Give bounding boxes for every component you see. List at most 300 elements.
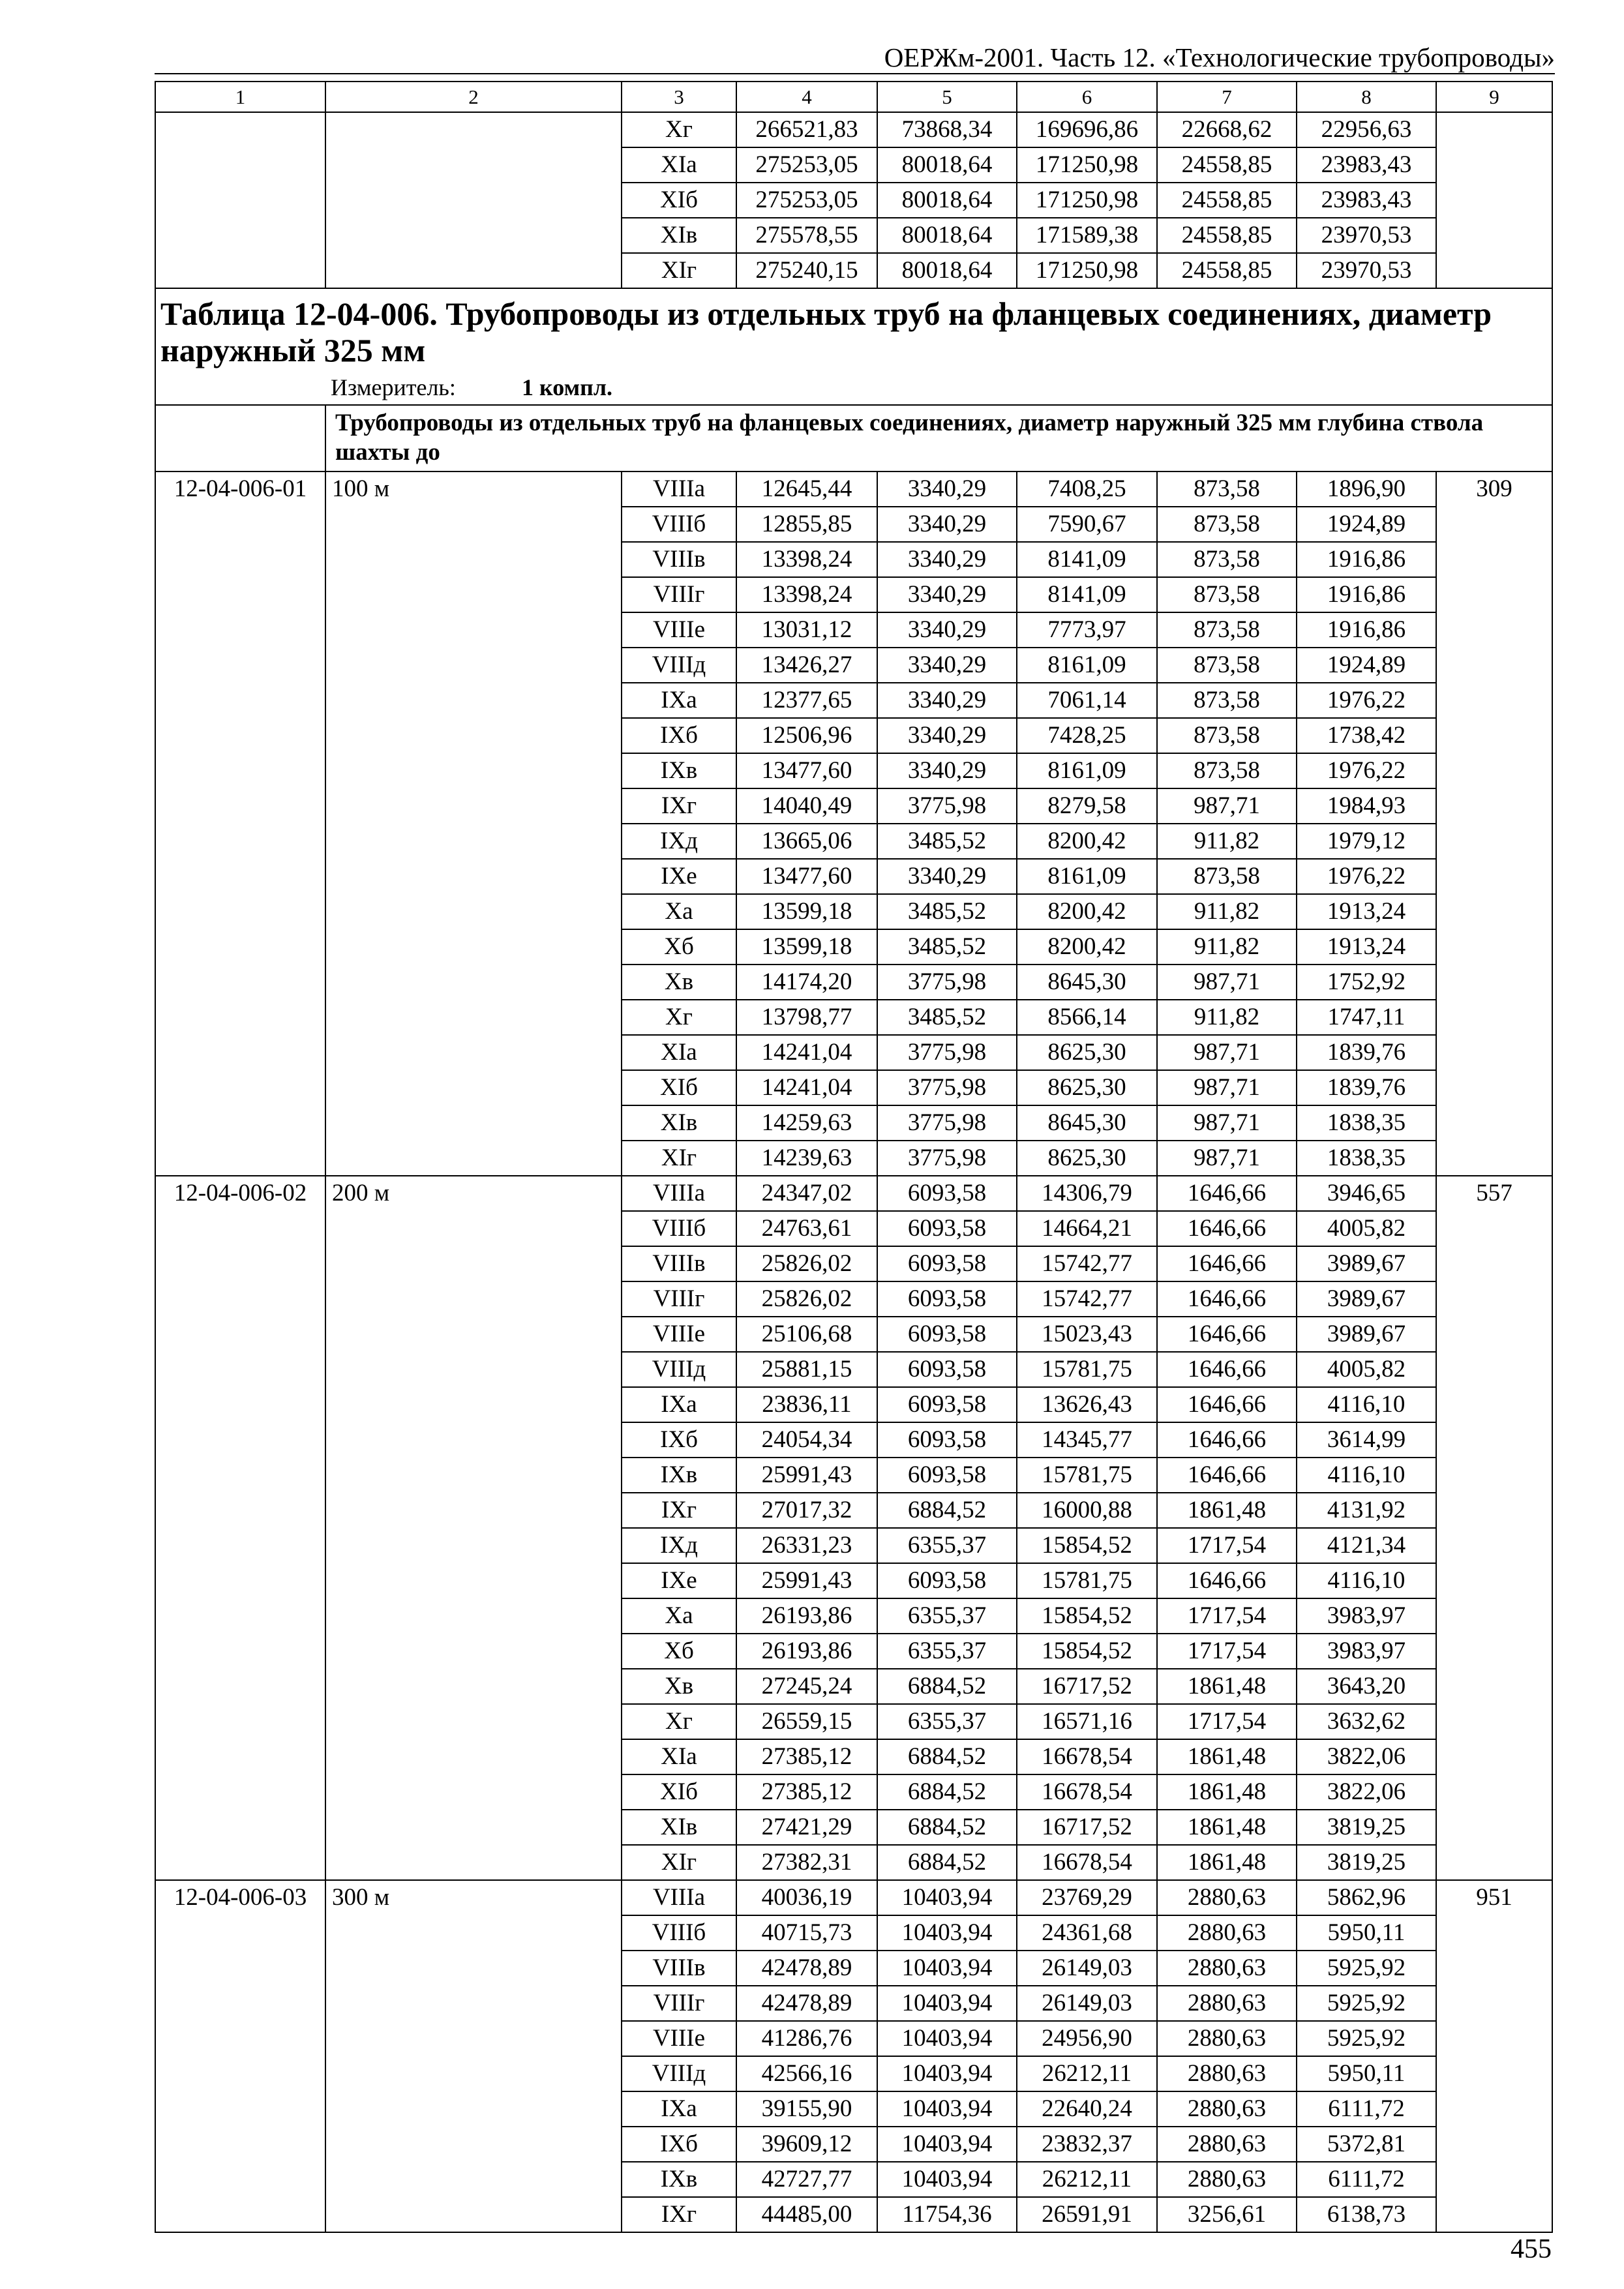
value-cell: 42566,16 bbox=[736, 2056, 877, 2091]
value-cell: 27245,24 bbox=[736, 1669, 877, 1704]
value-cell: 22956,63 bbox=[1297, 112, 1436, 147]
value-cell: 13477,60 bbox=[736, 859, 877, 894]
category-cell: IXб bbox=[622, 2127, 736, 2162]
value-cell: 14241,04 bbox=[736, 1070, 877, 1105]
value-cell: 42727,77 bbox=[736, 2162, 877, 2197]
value-cell: 1717,54 bbox=[1157, 1598, 1297, 1634]
value-cell: 1646,66 bbox=[1157, 1317, 1297, 1352]
value-cell: 44485,00 bbox=[736, 2197, 877, 2232]
value-cell: 1717,54 bbox=[1157, 1528, 1297, 1563]
category-cell: XIа bbox=[622, 147, 736, 183]
value-cell: 1839,76 bbox=[1297, 1070, 1436, 1105]
value-cell: 3819,25 bbox=[1297, 1810, 1436, 1845]
value-cell: 6884,52 bbox=[877, 1845, 1017, 1880]
value-cell: 6093,58 bbox=[877, 1352, 1017, 1387]
shaft-depth-cell: 200 м bbox=[325, 1176, 622, 1880]
value-cell: 2880,63 bbox=[1157, 2021, 1297, 2056]
value-cell: 873,58 bbox=[1157, 612, 1297, 648]
category-cell: IXв bbox=[622, 1458, 736, 1493]
value-cell: 6093,58 bbox=[877, 1281, 1017, 1317]
value-cell: 987,71 bbox=[1157, 788, 1297, 824]
value-cell: 171250,98 bbox=[1017, 147, 1157, 183]
value-cell: 3340,29 bbox=[877, 859, 1017, 894]
value-cell: 2880,63 bbox=[1157, 2127, 1297, 2162]
value-cell: 3340,29 bbox=[877, 542, 1017, 577]
category-cell: Xг bbox=[622, 1704, 736, 1739]
value-cell: 24361,68 bbox=[1017, 1915, 1157, 1951]
value-cell: 14664,21 bbox=[1017, 1211, 1157, 1246]
value-cell: 6884,52 bbox=[877, 1774, 1017, 1810]
value-cell: 6138,73 bbox=[1297, 2197, 1436, 2232]
value-cell: 6355,37 bbox=[877, 1634, 1017, 1669]
category-cell: IXб bbox=[622, 718, 736, 753]
value-cell: 10403,94 bbox=[877, 1951, 1017, 1986]
column-number-cell: 7 bbox=[1157, 82, 1297, 112]
value-cell: 873,58 bbox=[1157, 577, 1297, 612]
table-row bbox=[155, 471, 1552, 507]
value-cell: 26212,11 bbox=[1017, 2056, 1157, 2091]
category-cell: Xв bbox=[622, 1669, 736, 1704]
value-cell: 15023,43 bbox=[1017, 1317, 1157, 1352]
value-cell: 169696,86 bbox=[1017, 112, 1157, 147]
value-cell: 8625,30 bbox=[1017, 1141, 1157, 1176]
value-cell: 3819,25 bbox=[1297, 1845, 1436, 1880]
value-cell: 14241,04 bbox=[736, 1035, 877, 1070]
value-cell: 6093,58 bbox=[877, 1246, 1017, 1281]
category-cell: IXв bbox=[622, 2162, 736, 2197]
value-cell: 987,71 bbox=[1157, 1070, 1297, 1105]
category-cell: IXд bbox=[622, 824, 736, 859]
value-cell: 13426,27 bbox=[736, 648, 877, 683]
value-cell: 3340,29 bbox=[877, 507, 1017, 542]
value-cell: 80018,64 bbox=[877, 253, 1017, 288]
value-cell: 8141,09 bbox=[1017, 542, 1157, 577]
value-cell: 2880,63 bbox=[1157, 2162, 1297, 2197]
value-cell: 15854,52 bbox=[1017, 1634, 1157, 1669]
table-row bbox=[155, 112, 1552, 147]
value-cell: 13626,43 bbox=[1017, 1387, 1157, 1422]
value-cell: 26149,03 bbox=[1017, 1951, 1157, 1986]
shaft-depth-cell: 300 м bbox=[325, 1880, 622, 2232]
rate-code-cell: 12-04-006-01 bbox=[155, 471, 325, 1176]
category-cell: IXа bbox=[622, 1387, 736, 1422]
value-cell: 3340,29 bbox=[877, 683, 1017, 718]
category-cell: VIIIе bbox=[622, 2021, 736, 2056]
value-cell: 3340,29 bbox=[877, 612, 1017, 648]
value-cell: 24763,61 bbox=[736, 1211, 877, 1246]
value-cell: 987,71 bbox=[1157, 1105, 1297, 1141]
value-cell: 6355,37 bbox=[877, 1598, 1017, 1634]
value-cell: 10403,94 bbox=[877, 2127, 1017, 2162]
value-cell: 3485,52 bbox=[877, 929, 1017, 965]
value-cell: 873,58 bbox=[1157, 718, 1297, 753]
value-cell: 1924,89 bbox=[1297, 648, 1436, 683]
column-number-cell: 4 bbox=[736, 82, 877, 112]
value-cell: 24558,85 bbox=[1157, 183, 1297, 218]
category-cell: VIIIб bbox=[622, 1211, 736, 1246]
value-cell: 6093,58 bbox=[877, 1211, 1017, 1246]
value-cell: 3485,52 bbox=[877, 894, 1017, 929]
value-cell: 1717,54 bbox=[1157, 1704, 1297, 1739]
value-cell: 1752,92 bbox=[1297, 965, 1436, 1000]
value-cell: 26331,23 bbox=[736, 1528, 877, 1563]
value-cell: 15854,52 bbox=[1017, 1528, 1157, 1563]
value-cell: 27385,12 bbox=[736, 1774, 877, 1810]
column-number-cell: 2 bbox=[325, 82, 622, 112]
column-number-cell: 3 bbox=[622, 82, 736, 112]
value-cell: 3983,97 bbox=[1297, 1598, 1436, 1634]
value-cell: 16717,52 bbox=[1017, 1669, 1157, 1704]
value-cell: 23832,37 bbox=[1017, 2127, 1157, 2162]
value-cell: 5925,92 bbox=[1297, 1986, 1436, 2021]
category-cell: VIIIе bbox=[622, 612, 736, 648]
value-cell: 6093,58 bbox=[877, 1176, 1017, 1211]
category-cell: XIб bbox=[622, 1774, 736, 1810]
category-cell: IXг bbox=[622, 1493, 736, 1528]
value-cell: 3340,29 bbox=[877, 471, 1017, 507]
category-cell: VIIIа bbox=[622, 1176, 736, 1211]
value-cell: 1913,24 bbox=[1297, 929, 1436, 965]
unit-value: 1 компл. bbox=[522, 374, 613, 400]
category-cell: XIв bbox=[622, 1105, 736, 1141]
category-cell: Xг bbox=[622, 112, 736, 147]
value-cell: 10403,94 bbox=[877, 2091, 1017, 2127]
category-cell: Xв bbox=[622, 965, 736, 1000]
value-cell: 27385,12 bbox=[736, 1739, 877, 1774]
value-cell: 1747,11 bbox=[1297, 1000, 1436, 1035]
empty-code-cell bbox=[155, 112, 325, 288]
value-cell: 26149,03 bbox=[1017, 1986, 1157, 2021]
value-cell: 13798,77 bbox=[736, 1000, 877, 1035]
value-cell: 1976,22 bbox=[1297, 683, 1436, 718]
category-cell: XIа bbox=[622, 1739, 736, 1774]
value-cell: 40036,19 bbox=[736, 1880, 877, 1915]
value-cell: 6093,58 bbox=[877, 1422, 1017, 1458]
unit-line bbox=[160, 373, 1548, 402]
value-cell: 911,82 bbox=[1157, 894, 1297, 929]
page-number: 455 bbox=[1511, 2234, 1552, 2264]
value-cell: 14040,49 bbox=[736, 788, 877, 824]
value-cell: 23970,53 bbox=[1297, 253, 1436, 288]
value-cell: 3822,06 bbox=[1297, 1739, 1436, 1774]
category-cell: VIIIг bbox=[622, 1281, 736, 1317]
category-cell: XIг bbox=[622, 253, 736, 288]
value-cell: 6355,37 bbox=[877, 1704, 1017, 1739]
value-cell: 5925,92 bbox=[1297, 2021, 1436, 2056]
value-cell: 3340,29 bbox=[877, 718, 1017, 753]
value-cell: 3614,99 bbox=[1297, 1422, 1436, 1458]
category-cell: IXе bbox=[622, 859, 736, 894]
value-cell: 3989,67 bbox=[1297, 1246, 1436, 1281]
value-cell: 6093,58 bbox=[877, 1317, 1017, 1352]
value-cell: 13599,18 bbox=[736, 894, 877, 929]
value-cell: 23836,11 bbox=[736, 1387, 877, 1422]
value-cell: 1646,66 bbox=[1157, 1387, 1297, 1422]
value-cell: 4131,92 bbox=[1297, 1493, 1436, 1528]
value-cell: 8645,30 bbox=[1017, 1105, 1157, 1141]
value-cell: 5372,81 bbox=[1297, 2127, 1436, 2162]
value-cell: 14174,20 bbox=[736, 965, 877, 1000]
value-cell: 275240,15 bbox=[736, 253, 877, 288]
value-cell: 12377,65 bbox=[736, 683, 877, 718]
value-cell: 16571,16 bbox=[1017, 1704, 1157, 1739]
value-cell: 10403,94 bbox=[877, 1880, 1017, 1915]
col9-value-cell: 309 bbox=[1436, 471, 1552, 1176]
value-cell: 873,58 bbox=[1157, 542, 1297, 577]
value-cell: 8625,30 bbox=[1017, 1070, 1157, 1105]
value-cell: 73868,34 bbox=[877, 112, 1017, 147]
value-cell: 3775,98 bbox=[877, 1105, 1017, 1141]
value-cell: 2880,63 bbox=[1157, 2091, 1297, 2127]
value-cell: 80018,64 bbox=[877, 147, 1017, 183]
value-cell: 6355,37 bbox=[877, 1528, 1017, 1563]
value-cell: 6093,58 bbox=[877, 1387, 1017, 1422]
value-cell: 2880,63 bbox=[1157, 1951, 1297, 1986]
value-cell: 4121,34 bbox=[1297, 1528, 1436, 1563]
value-cell: 171250,98 bbox=[1017, 183, 1157, 218]
category-cell: VIIIг bbox=[622, 1986, 736, 2021]
category-cell: Xб bbox=[622, 1634, 736, 1669]
category-cell: VIIIд bbox=[622, 648, 736, 683]
value-cell: 8161,09 bbox=[1017, 859, 1157, 894]
category-cell: Xг bbox=[622, 1000, 736, 1035]
value-cell: 1916,86 bbox=[1297, 612, 1436, 648]
rate-code-cell: 12-04-006-03 bbox=[155, 1880, 325, 2232]
value-cell: 1717,54 bbox=[1157, 1634, 1297, 1669]
value-cell: 14239,63 bbox=[736, 1141, 877, 1176]
category-cell: VIIIг bbox=[622, 577, 736, 612]
value-cell: 873,58 bbox=[1157, 471, 1297, 507]
value-cell: 5925,92 bbox=[1297, 1951, 1436, 1986]
category-cell: XIв bbox=[622, 218, 736, 253]
value-cell: 3822,06 bbox=[1297, 1774, 1436, 1810]
value-cell: 16678,54 bbox=[1017, 1774, 1157, 1810]
caption-empty-cell bbox=[155, 405, 325, 471]
category-cell: VIIIе bbox=[622, 1317, 736, 1352]
value-cell: 13477,60 bbox=[736, 753, 877, 788]
value-cell: 6111,72 bbox=[1297, 2162, 1436, 2197]
value-cell: 14306,79 bbox=[1017, 1176, 1157, 1211]
category-cell: XIг bbox=[622, 1141, 736, 1176]
value-cell: 4005,82 bbox=[1297, 1211, 1436, 1246]
value-cell: 987,71 bbox=[1157, 965, 1297, 1000]
value-cell: 1646,66 bbox=[1157, 1563, 1297, 1598]
value-cell: 2880,63 bbox=[1157, 1986, 1297, 2021]
col9-value-cell: 951 bbox=[1436, 1880, 1552, 2232]
value-cell: 15854,52 bbox=[1017, 1598, 1157, 1634]
value-cell: 14345,77 bbox=[1017, 1422, 1157, 1458]
value-cell: 8200,42 bbox=[1017, 929, 1157, 965]
value-cell: 4116,10 bbox=[1297, 1458, 1436, 1493]
value-cell: 1861,48 bbox=[1157, 1845, 1297, 1880]
value-cell: 26559,15 bbox=[736, 1704, 877, 1739]
value-cell: 26591,91 bbox=[1017, 2197, 1157, 2232]
value-cell: 4005,82 bbox=[1297, 1352, 1436, 1387]
value-cell: 1896,90 bbox=[1297, 471, 1436, 507]
value-cell: 10403,94 bbox=[877, 2162, 1017, 2197]
value-cell: 12506,96 bbox=[736, 718, 877, 753]
column-number-cell: 9 bbox=[1436, 82, 1552, 112]
value-cell: 911,82 bbox=[1157, 1000, 1297, 1035]
value-cell: 80018,64 bbox=[877, 218, 1017, 253]
value-cell: 24956,90 bbox=[1017, 2021, 1157, 2056]
value-cell: 3340,29 bbox=[877, 648, 1017, 683]
value-cell: 1646,66 bbox=[1157, 1422, 1297, 1458]
value-cell: 12855,85 bbox=[736, 507, 877, 542]
value-cell: 1861,48 bbox=[1157, 1739, 1297, 1774]
value-cell: 987,71 bbox=[1157, 1141, 1297, 1176]
column-number-row bbox=[155, 82, 1552, 112]
value-cell: 6884,52 bbox=[877, 1810, 1017, 1845]
category-cell: XIв bbox=[622, 1810, 736, 1845]
value-cell: 8279,58 bbox=[1017, 788, 1157, 824]
value-cell: 10403,94 bbox=[877, 2021, 1017, 2056]
category-cell: IXг bbox=[622, 788, 736, 824]
value-cell: 3775,98 bbox=[877, 788, 1017, 824]
category-cell: XIа bbox=[622, 1035, 736, 1070]
value-cell: 8645,30 bbox=[1017, 965, 1157, 1000]
value-cell: 1916,86 bbox=[1297, 542, 1436, 577]
value-cell: 1976,22 bbox=[1297, 753, 1436, 788]
value-cell: 25106,68 bbox=[736, 1317, 877, 1352]
value-cell: 873,58 bbox=[1157, 753, 1297, 788]
table-row bbox=[155, 1176, 1552, 1211]
value-cell: 23970,53 bbox=[1297, 218, 1436, 253]
value-cell: 275578,55 bbox=[736, 218, 877, 253]
value-cell: 5950,11 bbox=[1297, 1915, 1436, 1951]
value-cell: 26212,11 bbox=[1017, 2162, 1157, 2197]
value-cell: 14259,63 bbox=[736, 1105, 877, 1141]
value-cell: 873,58 bbox=[1157, 507, 1297, 542]
category-cell: XIб bbox=[622, 183, 736, 218]
value-cell: 275253,05 bbox=[736, 147, 877, 183]
value-cell: 171250,98 bbox=[1017, 253, 1157, 288]
value-cell: 1924,89 bbox=[1297, 507, 1436, 542]
value-cell: 3632,62 bbox=[1297, 1704, 1436, 1739]
category-cell: VIIIв bbox=[622, 1951, 736, 1986]
value-cell: 11754,36 bbox=[877, 2197, 1017, 2232]
value-cell: 1984,93 bbox=[1297, 788, 1436, 824]
value-cell: 8200,42 bbox=[1017, 894, 1157, 929]
value-cell: 3340,29 bbox=[877, 577, 1017, 612]
value-cell: 6111,72 bbox=[1297, 2091, 1436, 2127]
value-cell: 6884,52 bbox=[877, 1669, 1017, 1704]
header-rule bbox=[155, 73, 1555, 74]
value-cell: 3775,98 bbox=[877, 1070, 1017, 1105]
value-cell: 16678,54 bbox=[1017, 1845, 1157, 1880]
value-cell: 1861,48 bbox=[1157, 1669, 1297, 1704]
value-cell: 3485,52 bbox=[877, 1000, 1017, 1035]
value-cell: 5950,11 bbox=[1297, 2056, 1436, 2091]
value-cell: 1976,22 bbox=[1297, 859, 1436, 894]
value-cell: 6884,52 bbox=[877, 1739, 1017, 1774]
value-cell: 13665,06 bbox=[736, 824, 877, 859]
value-cell: 1838,35 bbox=[1297, 1105, 1436, 1141]
value-cell: 8566,14 bbox=[1017, 1000, 1157, 1035]
value-cell: 4116,10 bbox=[1297, 1563, 1436, 1598]
value-cell: 873,58 bbox=[1157, 648, 1297, 683]
value-cell: 23769,29 bbox=[1017, 1880, 1157, 1915]
column-number-cell: 5 bbox=[877, 82, 1017, 112]
unit-label: Измеритель: bbox=[331, 374, 456, 400]
value-cell: 2880,63 bbox=[1157, 2056, 1297, 2091]
table-title-row bbox=[155, 288, 1552, 405]
category-cell: VIIIв bbox=[622, 542, 736, 577]
category-cell: IXг bbox=[622, 2197, 736, 2232]
value-cell: 873,58 bbox=[1157, 859, 1297, 894]
value-cell: 26193,86 bbox=[736, 1634, 877, 1669]
value-cell: 873,58 bbox=[1157, 683, 1297, 718]
value-cell: 1839,76 bbox=[1297, 1035, 1436, 1070]
value-cell: 1646,66 bbox=[1157, 1281, 1297, 1317]
value-cell: 1861,48 bbox=[1157, 1810, 1297, 1845]
value-cell: 15781,75 bbox=[1017, 1458, 1157, 1493]
category-cell: VIIIд bbox=[622, 1352, 736, 1387]
category-cell: VIIIб bbox=[622, 507, 736, 542]
value-cell: 8161,09 bbox=[1017, 648, 1157, 683]
value-cell: 3775,98 bbox=[877, 965, 1017, 1000]
value-cell: 3983,97 bbox=[1297, 1634, 1436, 1669]
value-cell: 987,71 bbox=[1157, 1035, 1297, 1070]
category-cell: Xб bbox=[622, 929, 736, 965]
value-cell: 13031,12 bbox=[736, 612, 877, 648]
value-cell: 42478,89 bbox=[736, 1951, 877, 1986]
column-number-cell: 6 bbox=[1017, 82, 1157, 112]
value-cell: 3989,67 bbox=[1297, 1281, 1436, 1317]
value-cell: 5862,96 bbox=[1297, 1880, 1436, 1915]
value-cell: 911,82 bbox=[1157, 824, 1297, 859]
value-cell: 6093,58 bbox=[877, 1563, 1017, 1598]
value-cell: 1646,66 bbox=[1157, 1458, 1297, 1493]
value-cell: 16678,54 bbox=[1017, 1739, 1157, 1774]
value-cell: 3989,67 bbox=[1297, 1317, 1436, 1352]
value-cell: 1916,86 bbox=[1297, 577, 1436, 612]
value-cell: 266521,83 bbox=[736, 112, 877, 147]
value-cell: 1838,35 bbox=[1297, 1141, 1436, 1176]
value-cell: 7408,25 bbox=[1017, 471, 1157, 507]
value-cell: 39609,12 bbox=[736, 2127, 877, 2162]
value-cell: 1646,66 bbox=[1157, 1211, 1297, 1246]
value-cell: 25826,02 bbox=[736, 1281, 877, 1317]
value-cell: 1646,66 bbox=[1157, 1352, 1297, 1387]
value-cell: 27421,29 bbox=[736, 1810, 877, 1845]
category-cell: VIIIа bbox=[622, 471, 736, 507]
category-cell: IXд bbox=[622, 1528, 736, 1563]
value-cell: 171589,38 bbox=[1017, 218, 1157, 253]
value-cell: 24347,02 bbox=[736, 1176, 877, 1211]
category-cell: VIIIд bbox=[622, 2056, 736, 2091]
value-cell: 16717,52 bbox=[1017, 1810, 1157, 1845]
category-cell: IXб bbox=[622, 1422, 736, 1458]
value-cell: 1646,66 bbox=[1157, 1176, 1297, 1211]
value-cell: 39155,90 bbox=[736, 2091, 877, 2127]
value-cell: 40715,73 bbox=[736, 1915, 877, 1951]
value-cell: 15742,77 bbox=[1017, 1246, 1157, 1281]
value-cell: 7061,14 bbox=[1017, 683, 1157, 718]
value-cell: 6093,58 bbox=[877, 1458, 1017, 1493]
category-cell: IXа bbox=[622, 2091, 736, 2127]
value-cell: 1861,48 bbox=[1157, 1774, 1297, 1810]
value-cell: 23983,43 bbox=[1297, 183, 1436, 218]
category-cell: VIIIа bbox=[622, 1880, 736, 1915]
value-cell: 80018,64 bbox=[877, 183, 1017, 218]
table-title-cell bbox=[155, 288, 1552, 405]
value-cell: 3946,65 bbox=[1297, 1176, 1436, 1211]
rate-code-cell: 12-04-006-02 bbox=[155, 1176, 325, 1880]
value-cell: 24558,85 bbox=[1157, 218, 1297, 253]
value-cell: 7590,67 bbox=[1017, 507, 1157, 542]
value-cell: 23983,43 bbox=[1297, 147, 1436, 183]
